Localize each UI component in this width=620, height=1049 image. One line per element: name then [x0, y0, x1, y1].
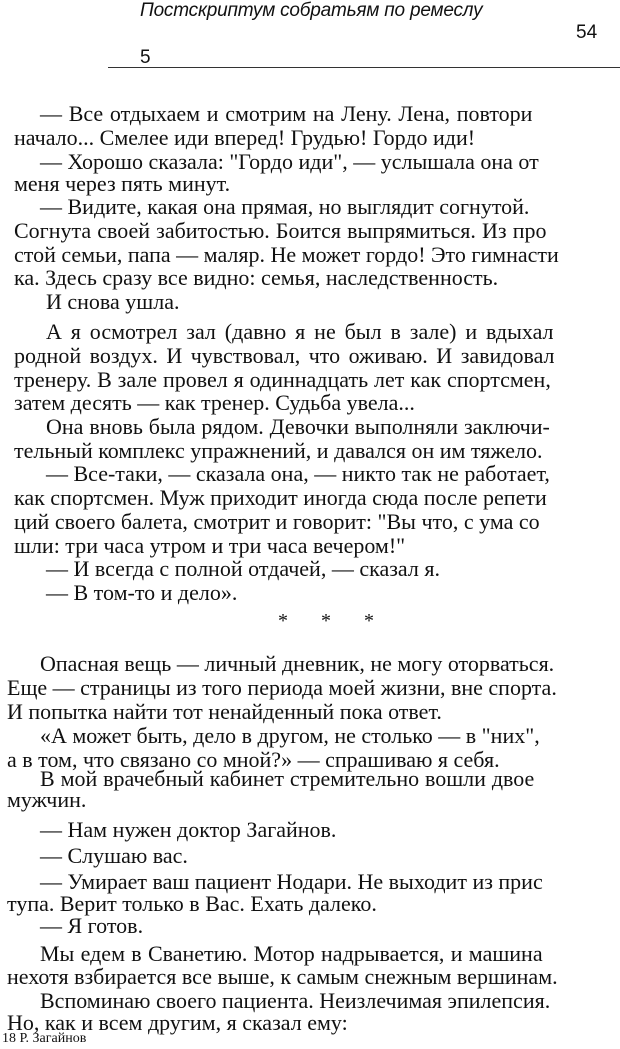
- text-line: шли: три часа утром и три часа вечером!": [14, 533, 406, 558]
- header-divider: [108, 67, 620, 68]
- text-line: — Видите, какая она прямая, но выглядит согнутой.: [40, 194, 530, 219]
- text-line: — Я готов.: [40, 913, 144, 938]
- text-line: И снова ушла.: [46, 289, 180, 314]
- text-line: Опасная вещь — личный дневник, не могу оторваться.: [40, 651, 555, 676]
- text-line: И попытка найти тот ненайденный пока ответ.: [7, 699, 442, 724]
- text-line: Но, как и всем другим, я сказал ему:: [7, 1010, 348, 1035]
- text-line: Еще — страницы из того периода моей жизни, вне спорта.: [7, 675, 557, 700]
- text-line: — Слушаю вас.: [40, 843, 188, 868]
- text-line: а в том, что связано со мной?» — спрашиваю я себя.: [7, 747, 500, 772]
- text-line: А я осмотрел зал (давно я не был в зале) и вдыхал: [46, 319, 554, 344]
- text-line: меня через пять минут.: [14, 171, 231, 196]
- text-line: стой семьи, папа — маляр. Не может гордо! Это гимнасти: [14, 242, 559, 267]
- text-line: как спортсмен. Муж приходит иногда сюда после репети: [14, 485, 547, 510]
- text-line: В мой врачебный кабинет стремительно вошли двое: [40, 766, 535, 791]
- text-line: родной воздух. И чувствовал, что оживаю. И завидовал: [14, 343, 555, 368]
- text-line: ций своего балета, смотрит и говорит: "Вы что, с ума со: [14, 509, 540, 534]
- text-line: затем десять — как тренер. Судьба увела...: [14, 390, 415, 415]
- text-line: — Нам нужен доктор Загайнов.: [40, 817, 337, 842]
- running-title: Постскриптум собратьям по ремеслу: [140, 0, 483, 21]
- text-line: тупа. Верит только в Вас. Ехать далеко.: [7, 891, 377, 916]
- text-line: нехотя взбирается все выше, к самым снежным вершинам.: [7, 964, 558, 989]
- text-line: — В том-то и дело».: [46, 580, 238, 605]
- text-line: Мы едем в Сванетию. Мотор надрывается, и машина: [40, 941, 543, 966]
- text-line: — Все-таки, — сказала она, — никто так не работает,: [46, 461, 550, 486]
- text-line: мужчин.: [7, 787, 87, 812]
- text-line: — И всегда с полной отдачей, — сказал я.: [46, 556, 440, 581]
- text-line: тренеру. В зале провел я одиннадцать лет как спортсмен,: [14, 367, 551, 392]
- chapter-number: 5: [140, 47, 151, 68]
- text-line: — Хорошо сказала: "Гордо иди", — услышала она от: [40, 149, 539, 174]
- text-line: начало... Смелее иди вперед! Грудью! Гордо иди!: [14, 125, 476, 150]
- text-line: Она вновь была рядом. Девочки выполняли заключи-: [46, 414, 550, 439]
- text-line: Согнута своей забитостью. Боится выпрямиться. Из про: [14, 218, 547, 243]
- text-line: — Умирает ваш пациент Нодари. Не выходит из прис: [40, 869, 543, 894]
- text-line: «А может быть, дело в другом, не столько — в "них",: [40, 723, 540, 748]
- text-line: тельный комплекс упражнений, и давался он им тяжело.: [14, 438, 543, 463]
- text-line: ка. Здесь сразу все видно: семья, наследственность.: [14, 265, 499, 290]
- page-number: 54: [576, 22, 598, 43]
- text-line: Вспоминаю своего пациента. Неизлечимая эпилепсия.: [40, 988, 551, 1013]
- page-footer: 18 Р. Загайнов: [2, 1031, 87, 1046]
- text-line: — Все отдыхаем и смотрим на Лену. Лена, повтори: [40, 101, 533, 126]
- section-break: * * *: [278, 610, 388, 632]
